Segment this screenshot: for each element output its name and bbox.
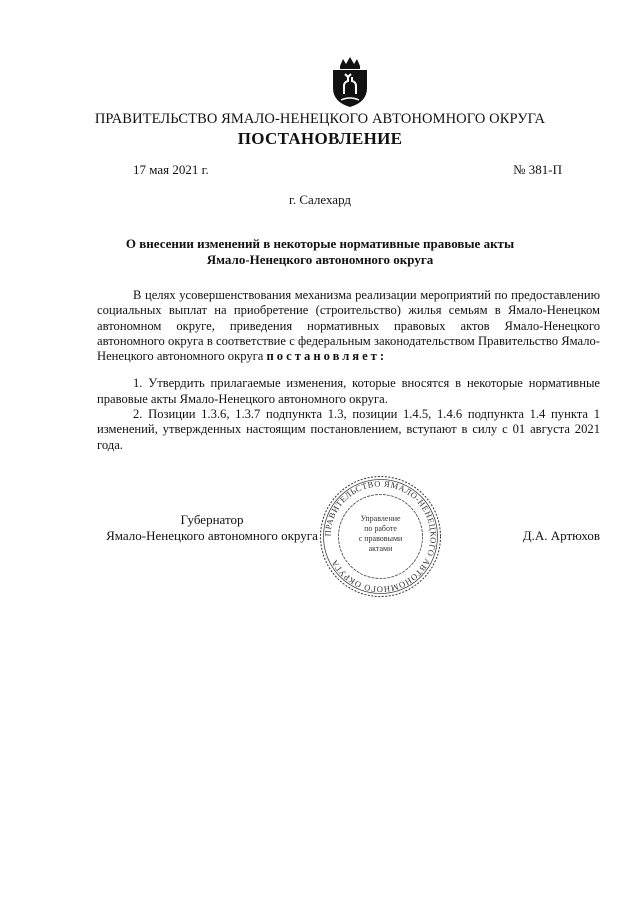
document-type: ПОСТАНОВЛЕНИЕ [237,129,403,148]
seal-inner-line-2: по работе [364,524,397,533]
coat-of-arms-icon [327,56,373,108]
government-title: ПРАВИТЕЛЬСТВО ЯМАЛО-НЕНЕЦКОГО АВТОНОМНОГО ОКРУГА [94,111,546,127]
signatory-name: Д.А. Артюхов [522,528,600,543]
document-date: 17 мая 2021 г. [133,162,209,177]
seal-inner-line-3: с правовыми [358,534,403,543]
intro-paragraph [97,288,600,364]
seal-inner-line-4: актами [368,544,393,553]
intro-text: В целях усовершенствования механизма реализации мероприятий по предоставлению социальных выплат на приобретение (строительство) жилья семьям в Ямало-Ненецком автономном округе, приведения нормативных правовых актов Ямало-Ненецкого автономного округа в соответствие с федеральным законодательством Правительство Ямало-Ненецкого автономного округа [97,288,600,364]
seal-inner-line-1: Управление [360,514,401,523]
subject-line-1: О внесении изменений в некоторые нормативные правовые акты [125,236,515,251]
seal-outer-text: ПРАВИТЕЛЬСТВО ЯМАЛО-НЕНЕЦКОГО АВТОНОМНОГО ОКРУГА [322,478,439,595]
document-subject [80,236,560,268]
document-body [97,288,600,453]
document-number: № 381-П [513,162,562,177]
signatory-title-line-1: Губернатор [180,512,244,527]
subject-line-2: Ямало-Ненецкого автономного округа [206,252,434,267]
signatory-title [97,512,327,544]
resolves-text: постановляет: [266,349,388,364]
document-city: г. Салехард [288,192,352,207]
signatory-title-line-2: Ямало-Ненецкого автономного округа [106,528,318,543]
item-2-paragraph: 2. Позиции 1.3.6, 1.3.7 подпункта 1.3, позиции 1.4.5, 1.4.6 подпункта 1.4 пункта 1 изменений, утвержденных настоящим постановлением, вступают в силу с 01 августа 2021 года. [97,407,600,452]
official-seal [318,474,443,599]
item-1-paragraph: 1. Утвердить прилагаемые изменения, которые вносятся в некоторые нормативные правовые акты Ямало-Ненецкого автономного округа. [97,376,600,406]
